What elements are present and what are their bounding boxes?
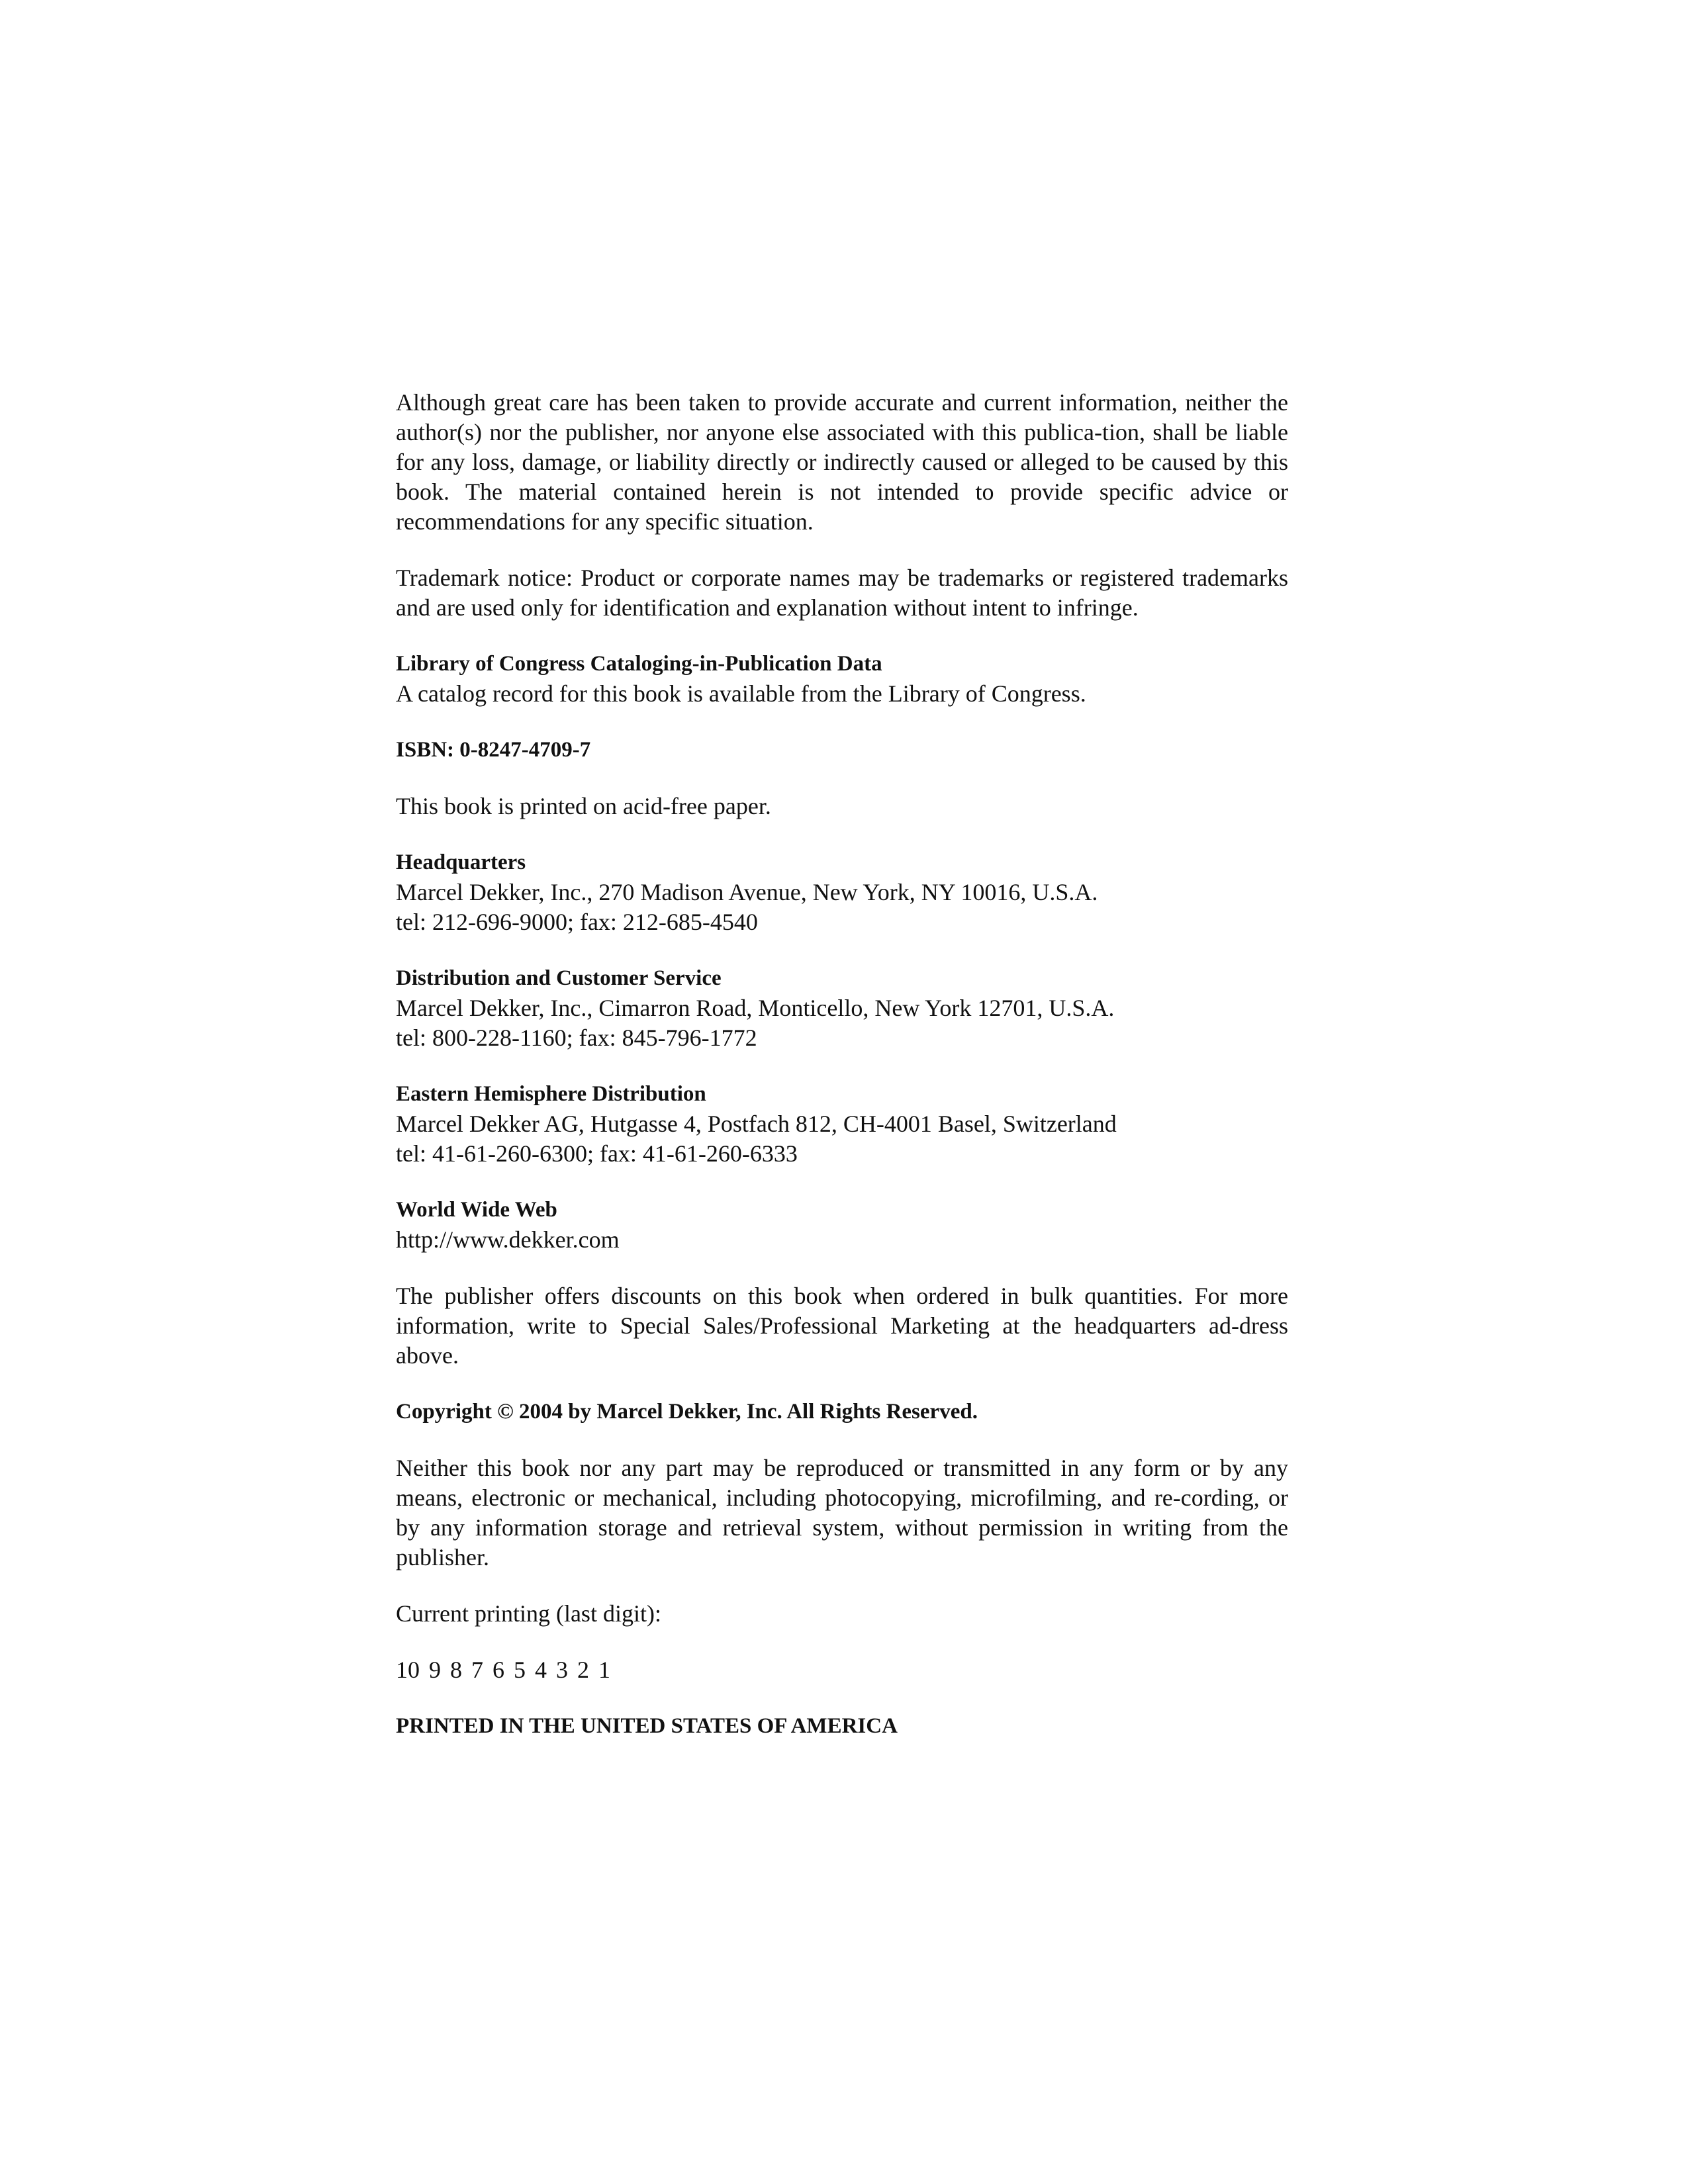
cip-text: A catalog record for this book is available from the Library of Congress. (396, 680, 1086, 707)
headquarters-contact: tel: 212-696-9000; fax: 212-685-4540 (396, 909, 758, 935)
rights-paragraph: Neither this book nor any part may be reproduced or transmitted in any form or by any means, electronic or mechanical, including photocopying, microfilming, and re-cording, or by any information storage and retrieval system, without permission in writing from the publisher. (396, 1455, 1288, 1570)
printed-in-line: PRINTED IN THE UNITED STATES OF AMERICA (396, 1714, 898, 1738)
headquarters-block (396, 848, 1288, 937)
eastern-contact: tel: 41-61-260-6300; fax: 41-61-260-6333 (396, 1140, 798, 1167)
eastern-heading: Eastern Hemisphere Distribution (396, 1082, 706, 1106)
trademark-notice: Trademark notice: Product or corporate names may be trademarks or registered trademarks and are used only for identification and explanation without intent to infringe. (396, 565, 1288, 621)
printing-digit: 4 (535, 1657, 547, 1683)
isbn: ISBN: 0-8247-4709-7 (396, 738, 591, 762)
distribution-contact: tel: 800-228-1160; fax: 845-796-1772 (396, 1024, 757, 1051)
copyright-line: Copyright © 2004 by Marcel Dekker, Inc. All Rights Reserved. (396, 1400, 978, 1424)
printing-digit: 1 (598, 1657, 610, 1683)
printing-digit: 10 (396, 1657, 420, 1683)
printing-label: Current printing (last digit): (396, 1600, 661, 1627)
cip-heading: Library of Congress Cataloging-in-Publication Data (396, 652, 882, 676)
printing-digit: 3 (556, 1657, 568, 1683)
printing-digit: 5 (514, 1657, 526, 1683)
distribution-heading: Distribution and Customer Service (396, 966, 722, 990)
printing-digit: 8 (450, 1657, 462, 1683)
cip-block (396, 649, 1288, 709)
printing-digits (396, 1655, 1288, 1685)
web-block (396, 1195, 1288, 1255)
web-heading: World Wide Web (396, 1198, 557, 1222)
bulk-sales-paragraph: The publisher offers discounts on this book when ordered in bulk quantities. For more information, write to Special Sales/Professional Marketing at the headquarters ad-dress above. (396, 1283, 1288, 1369)
printing-digit: 2 (577, 1657, 589, 1683)
printing-digit: 9 (429, 1657, 441, 1683)
web-url: http://www.dekker.com (396, 1226, 620, 1253)
copyright-page (396, 388, 1288, 1768)
paper-note: This book is printed on acid-free paper. (396, 793, 771, 819)
printing-digit: 6 (492, 1657, 504, 1683)
distribution-block (396, 964, 1288, 1053)
eastern-address: Marcel Dekker AG, Hutgasse 4, Postfach 812, CH-4001 Basel, Switzerland (396, 1111, 1117, 1137)
printing-digit: 7 (471, 1657, 483, 1683)
headquarters-address: Marcel Dekker, Inc., 270 Madison Avenue, New York, NY 10016, U.S.A. (396, 879, 1098, 905)
headquarters-heading: Headquarters (396, 850, 526, 874)
eastern-block (396, 1079, 1288, 1169)
distribution-address: Marcel Dekker, Inc., Cimarron Road, Monticello, New York 12701, U.S.A. (396, 995, 1115, 1021)
disclaimer-paragraph: Although great care has been taken to provide accurate and current information, neither the author(s) nor the publisher, nor anyone else associated with this publica-tion, shall be liable for any loss, damage, or liability directly or indirectly caused or alleged to be caused by this book. The material contained herein is not intended to provide specific advice or recommendations for any specific situation. (396, 389, 1288, 535)
